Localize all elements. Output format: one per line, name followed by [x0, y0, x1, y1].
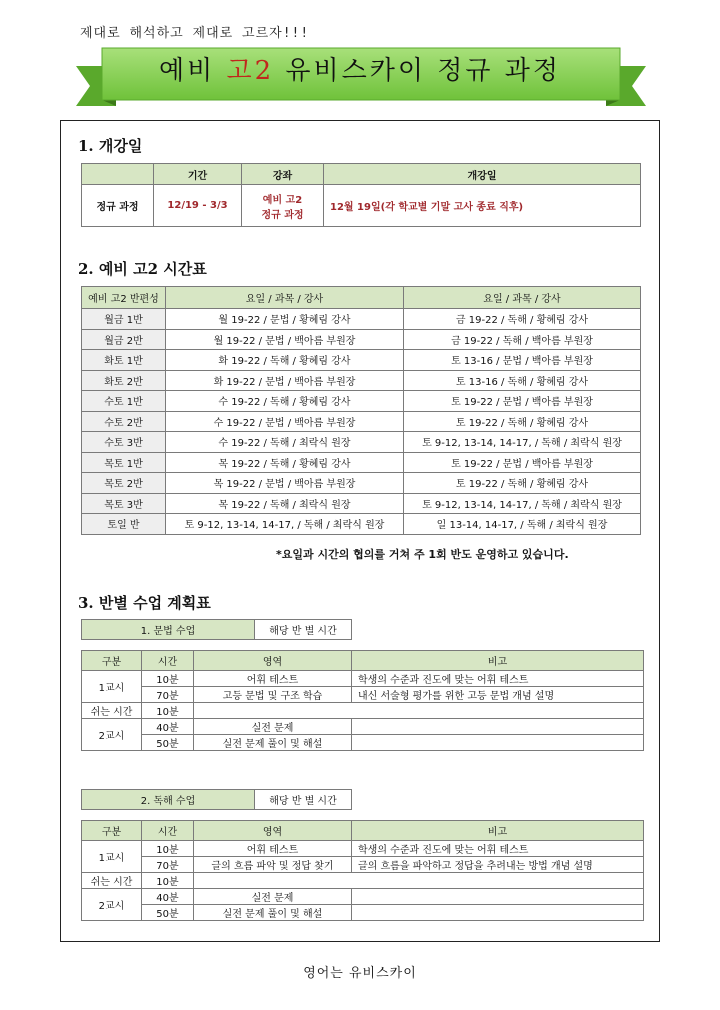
grammar-sublabel: 해당 반 별 시간 — [255, 620, 352, 640]
slot2: 토 19-22 / 문법 / 백아름 부원장 — [404, 452, 641, 473]
timetable — [81, 286, 641, 535]
plan-header-type: 구분 — [82, 651, 142, 671]
slot1: 화 19-22 / 독해 / 황혜림 강사 — [166, 350, 404, 371]
slot1: 수 19-22 / 독해 / 최락식 원장 — [166, 432, 404, 453]
plan-area: 실전 문제 풀이 및 해설 — [194, 905, 352, 921]
plan-time: 10분 — [142, 671, 194, 687]
slot1: 목 19-22 / 문법 / 백아름 부원장 — [166, 473, 404, 494]
table-row — [82, 452, 641, 473]
plan-header-area: 영역 — [194, 651, 352, 671]
grammar-period1: 1교시 — [82, 671, 142, 703]
opening-header-period: 기간 — [154, 164, 242, 185]
slot1: 월 19-22 / 문법 / 황혜림 강사 — [166, 309, 404, 330]
break-label: 쉬는 시간 — [82, 703, 142, 719]
slot2: 토 19-22 / 독해 / 황혜림 강사 — [404, 411, 641, 432]
slot2: 토 9-12, 13-14, 14-17, / 독해 / 최락식 원장 — [404, 493, 641, 514]
opening-table — [81, 163, 641, 227]
slot2: 토 13-16 / 독해 / 황혜림 강사 — [404, 370, 641, 391]
plan-area: 고등 문법 및 구조 학습 — [194, 687, 352, 703]
table-row — [82, 432, 641, 453]
plan-time: 50분 — [142, 735, 194, 751]
opening-header-course: 강좌 — [242, 164, 324, 185]
plan-note: 학생의 수준과 진도에 맞는 어휘 테스트 — [352, 841, 644, 857]
class-name: 토일 반 — [82, 514, 166, 535]
slot2: 토 13-16 / 문법 / 백아름 부원장 — [404, 350, 641, 371]
class-name: 화토 2반 — [82, 370, 166, 391]
section3-heading: 3. 반별 수업 계획표 — [78, 594, 211, 612]
plan-area: 어휘 테스트 — [194, 671, 352, 687]
plan-header-time: 시간 — [142, 821, 194, 841]
slot1: 월 19-22 / 문법 / 백아름 부원장 — [166, 329, 404, 350]
table-row — [82, 370, 641, 391]
reading-plan-table — [81, 820, 644, 921]
opening-header-blank — [82, 164, 154, 185]
break-time: 10분 — [142, 873, 194, 889]
schedule-note: *요일과 시간의 협의를 거쳐 주 1회 반도 운영하고 있습니다. — [276, 548, 569, 561]
slot2: 금 19-22 / 독해 / 백아름 부원장 — [404, 329, 641, 350]
plan-time: 70분 — [142, 687, 194, 703]
reading-sublabel: 해당 반 별 시간 — [255, 790, 352, 810]
slot2: 토 19-22 / 독해 / 황혜림 강사 — [404, 473, 641, 494]
class-name: 수토 1반 — [82, 391, 166, 412]
timetable-header-slot2: 요일 / 과목 / 강사 — [404, 287, 641, 309]
slot1: 토 9-12, 13-14, 14-17, / 독해 / 최락식 원장 — [166, 514, 404, 535]
class-name: 월금 1반 — [82, 309, 166, 330]
table-row — [82, 309, 641, 330]
plan-time: 70분 — [142, 857, 194, 873]
plan-header-type: 구분 — [82, 821, 142, 841]
plan-area: 어휘 테스트 — [194, 841, 352, 857]
table-row — [82, 473, 641, 494]
plan-area: 글의 흐름 파악 및 정답 찾기 — [194, 857, 352, 873]
break-time: 10분 — [142, 703, 194, 719]
grammar-period2: 2교시 — [82, 719, 142, 751]
slot1: 목 19-22 / 독해 / 황혜림 강사 — [166, 452, 404, 473]
footer-text: 영어는 유비스카이 — [303, 966, 417, 981]
table-row — [82, 391, 641, 412]
plan-note — [352, 735, 644, 751]
plan-time: 10분 — [142, 841, 194, 857]
plan-header-note: 비고 — [352, 651, 644, 671]
plan-area: 실전 문제 풀이 및 해설 — [194, 735, 352, 751]
plan-header-note: 비고 — [352, 821, 644, 841]
plan-area: 실전 문제 — [194, 889, 352, 905]
plan-header-area: 영역 — [194, 821, 352, 841]
opening-row-label: 정규 과정 — [82, 185, 154, 227]
timetable-header-slot1: 요일 / 과목 / 강사 — [166, 287, 404, 309]
class-name: 화토 1반 — [82, 350, 166, 371]
plan-note — [352, 719, 644, 735]
slogan: 제대로 해석하고 제대로 고르자!!! — [80, 26, 310, 41]
slot1: 목 19-22 / 독해 / 최락식 원장 — [166, 493, 404, 514]
table-row — [82, 493, 641, 514]
class-name: 수토 2반 — [82, 411, 166, 432]
break-empty — [194, 703, 644, 719]
class-name: 수토 3반 — [82, 432, 166, 453]
break-empty — [194, 873, 644, 889]
table-row — [82, 350, 641, 371]
plan-note: 내신 서술형 평가를 위한 고등 문법 개념 설명 — [352, 687, 644, 703]
grammar-label-table — [81, 619, 352, 640]
slot2: 금 19-22 / 독해 / 황혜림 강사 — [404, 309, 641, 330]
plan-note — [352, 905, 644, 921]
plan-time: 50분 — [142, 905, 194, 921]
reading-period1: 1교시 — [82, 841, 142, 873]
plan-note — [352, 889, 644, 905]
reading-label: 2. 독해 수업 — [82, 790, 255, 810]
opening-header-start: 개강일 — [324, 164, 641, 185]
plan-note: 글의 흐름을 파악하고 정답을 추려내는 방법 개념 설명 — [352, 857, 644, 873]
slot1: 수 19-22 / 문법 / 백아름 부원장 — [166, 411, 404, 432]
slot1: 화 19-22 / 문법 / 백아름 부원장 — [166, 370, 404, 391]
opening-row-start: 12월 19일(각 학교별 기말 고사 종료 직후) — [324, 185, 641, 227]
opening-row-period: 12/19 - 3/3 — [154, 185, 242, 227]
class-name: 목토 3반 — [82, 493, 166, 514]
class-name: 목토 2반 — [82, 473, 166, 494]
reading-period2: 2교시 — [82, 889, 142, 921]
slot2: 토 19-22 / 문법 / 백아름 부원장 — [404, 391, 641, 412]
plan-area: 실전 문제 — [194, 719, 352, 735]
slot1: 수 19-22 / 독해 / 황혜림 강사 — [166, 391, 404, 412]
table-row — [82, 329, 641, 350]
section1-heading: 1. 개강일 — [78, 137, 143, 155]
plan-time: 40분 — [142, 889, 194, 905]
table-row — [82, 514, 641, 535]
section2-heading: 2. 예비 고2 시간표 — [78, 260, 207, 278]
table-row — [82, 411, 641, 432]
reading-label-table — [81, 789, 352, 810]
grammar-plan-table — [81, 650, 644, 751]
slot2: 토 9-12, 13-14, 14-17, / 독해 / 최락식 원장 — [404, 432, 641, 453]
class-name: 월금 2반 — [82, 329, 166, 350]
grammar-label: 1. 문법 수업 — [82, 620, 255, 640]
slot2: 일 13-14, 14-17, / 독해 / 최락식 원장 — [404, 514, 641, 535]
class-name: 목토 1반 — [82, 452, 166, 473]
opening-row-course: 예비 고2 정규 과정 — [242, 185, 324, 227]
banner-title: 예비 고2 유비스카이 정규 과정 — [158, 56, 561, 86]
break-label: 쉬는 시간 — [82, 873, 142, 889]
plan-header-time: 시간 — [142, 651, 194, 671]
plan-note: 학생의 수준과 진도에 맞는 어휘 테스트 — [352, 671, 644, 687]
timetable-header-class: 예비 고2 반편성 — [82, 287, 166, 309]
plan-time: 40분 — [142, 719, 194, 735]
